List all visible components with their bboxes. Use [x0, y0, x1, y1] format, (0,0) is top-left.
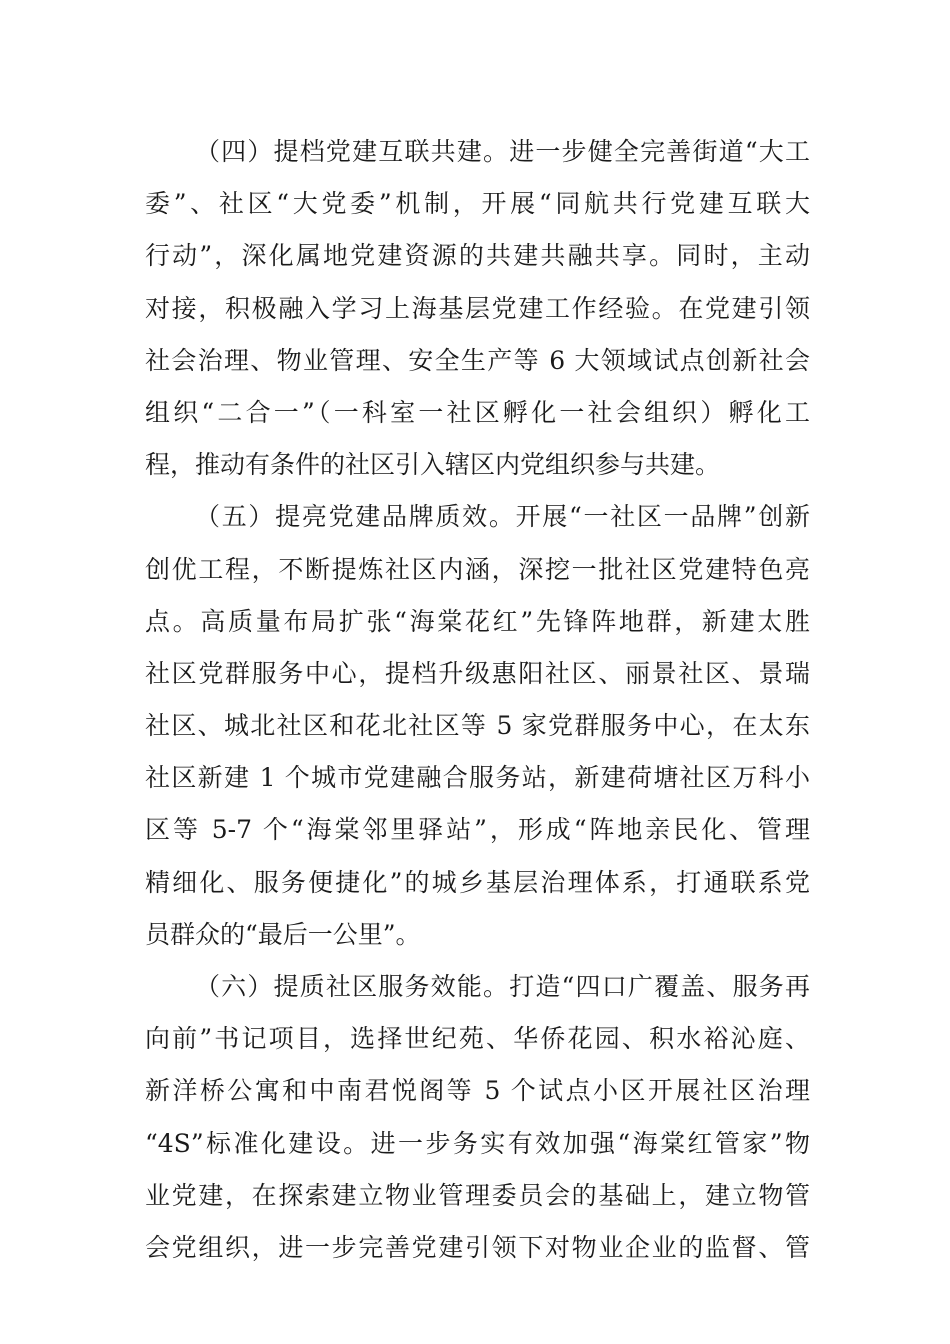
paragraph-five [145, 491, 810, 961]
text-line: （五）提亮党建品牌质效。开展“一社区一品牌”创新 [195, 502, 810, 532]
text-line: 员群众的“最后一公里”。 [145, 919, 421, 949]
text-line: “4S”标准化建设。进一步务实有效加强“海棠红管家”物 [145, 1128, 810, 1158]
text-line: 精细化、服务便捷化”的城乡基层治理体系，打通联系党 [145, 867, 810, 897]
text-line: 组织“二合一”（一科室一社区孵化一社会组织）孵化工 [145, 397, 810, 427]
paragraph-six [145, 961, 810, 1274]
document-body [145, 126, 810, 1274]
text-line: 业党建，在探索建立物业管理委员会的基础上，建立物管 [145, 1180, 810, 1210]
text-line: 向前”书记项目，选择世纪苑、华侨花园、积水裕沁庭、 [145, 1024, 810, 1054]
text-line: 点。高质量布局扩张“海棠花红”先锋阵地群，新建太胜 [145, 606, 810, 636]
text-line: 社区新建 1 个城市党建融合服务站，新建荷塘社区万科小 [145, 763, 810, 793]
text-line: （四）提档党建互联共建。进一步健全完善街道“大工 [195, 137, 810, 166]
text-line: 行动”，深化属地党建资源的共建共融共享。同时，主动 [145, 241, 810, 271]
text-line: 会党组织，进一步完善党建引领下对物业企业的监督、管 [145, 1232, 810, 1262]
text-line: 创优工程，不断提炼社区内涵，深挖一批社区党建特色亮 [145, 554, 810, 584]
text-line: 新洋桥公寓和中南君悦阁等 5 个试点小区开展社区治理 [145, 1076, 810, 1106]
text-line: 委”、社区“大党委”机制，开展“同航共行党建互联大 [145, 189, 810, 219]
paragraph-four [145, 126, 810, 491]
text-line: 对接，积极融入学习上海基层党建工作经验。在党建引领 [145, 293, 810, 323]
text-line: （六）提质社区服务效能。打造“四口广覆盖、服务再 [195, 972, 810, 1001]
text-line: 区等 5-7 个“海棠邻里驿站”，形成“阵地亲民化、管理 [145, 815, 810, 845]
text-line: 社区党群服务中心，提档升级惠阳社区、丽景社区、景瑞 [145, 658, 810, 688]
text-line: 社会治理、物业管理、安全生产等 6 大领域试点创新社会 [145, 345, 810, 375]
text-line: 社区、城北社区和花北社区等 5 家党群服务中心，在太东 [145, 711, 810, 741]
text-line: 程，推动有条件的社区引入辖区内党组织参与共建。 [145, 450, 721, 480]
